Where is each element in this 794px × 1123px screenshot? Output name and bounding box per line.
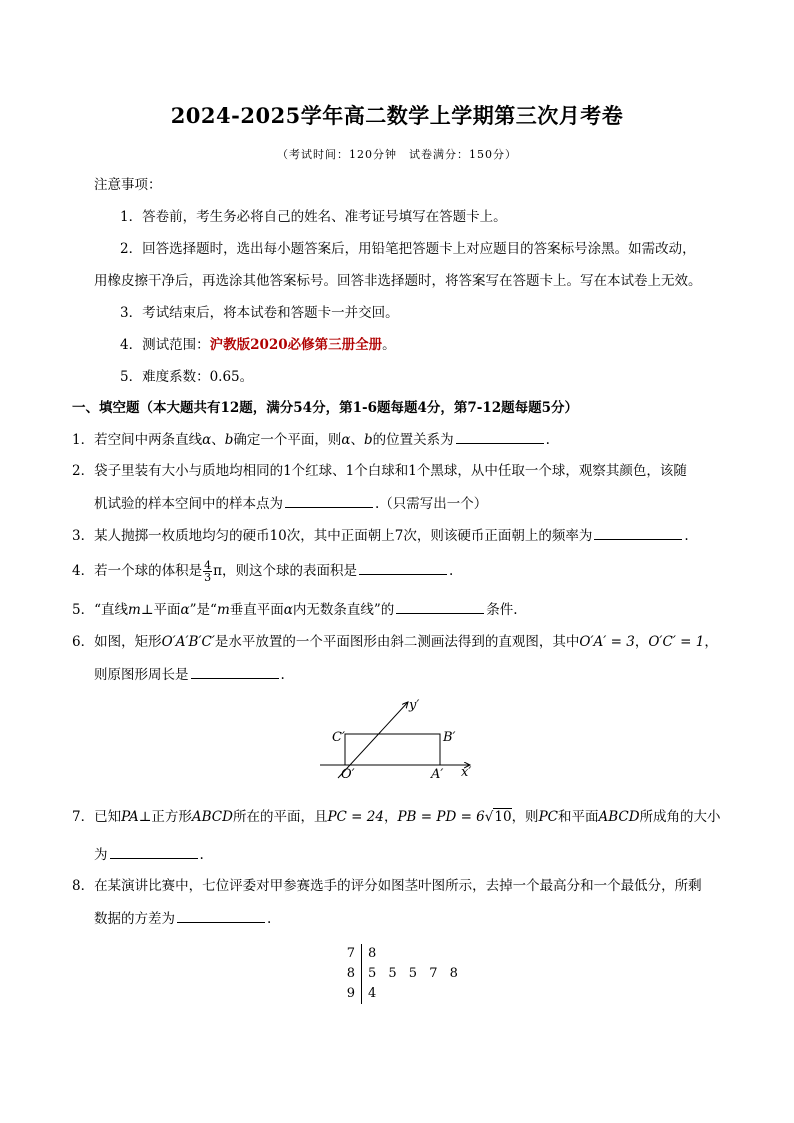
notice-item-4: [120, 336, 396, 354]
sqrt-sign: √: [484, 809, 494, 825]
q1-b: b: [224, 432, 234, 448]
notice-item-2a: 2．回答选择题时，选出每小题答案后，用铅笔把答题卡上对应题目的答案标号涂黑。如需改动，: [120, 241, 696, 257]
label-a: A′: [431, 767, 444, 782]
leaf-values: 4: [361, 984, 376, 1004]
q6-text-b: 是水平放置的一个平面图形由斜二测画法得到的直观图，其中: [214, 634, 580, 650]
q1-text-a: 1．若空间中两条直线: [72, 432, 203, 448]
q7-pc: PC = 24: [327, 809, 384, 825]
notice-heading: 注意事项：: [94, 177, 162, 193]
q1-alpha-2: α: [341, 432, 351, 448]
stem-leaf-plot: [343, 944, 458, 1004]
q7-abcd-2: ABCD: [598, 809, 640, 825]
notice-item-1: 1．答卷前，考生务必将自己的姓名、准考证号填写在答题卡上。: [120, 209, 507, 225]
label-c: C′: [332, 730, 345, 745]
q6-comma: ，: [634, 634, 649, 650]
notice-item-4-prefix: 4．测试范围：: [120, 337, 210, 353]
q5-text-d: 垂直平面: [229, 602, 284, 618]
q5-alpha-2: α: [283, 602, 293, 618]
q7-text-b: ⊥正方形: [138, 809, 192, 825]
q5-end: 条件.: [486, 602, 518, 618]
exam-subtitle: （考试时间：120分钟 试卷满分：150分）: [277, 148, 517, 161]
q5-m-2: m: [216, 602, 230, 618]
q8-end: .: [267, 911, 272, 927]
q1-text-b: 确定一个平面，则: [233, 432, 342, 448]
rectangle-oabc: [345, 734, 440, 765]
q7-comma: ，: [383, 809, 398, 825]
answer-blank[interactable]: [285, 494, 373, 508]
label-b: B′: [443, 730, 456, 745]
answer-blank[interactable]: [359, 561, 447, 575]
q4-text-a: 4．若一个球的体积是: [72, 563, 203, 579]
question-1: [72, 430, 550, 449]
q5-text-c: ”是“: [189, 602, 217, 618]
question-4: [72, 560, 453, 583]
q6-end: .: [280, 667, 285, 683]
notice-item-5: 5．难度系数：0.65。: [120, 369, 254, 385]
q6-rect: O′A′B′C′: [161, 634, 215, 650]
q5-text-a: 5．“直线: [72, 602, 128, 618]
q6-text-c: 则原图形周长是: [94, 667, 189, 683]
leaf-values: 5 5 5 7 8: [361, 964, 458, 984]
frac-denominator: 3: [204, 571, 212, 584]
q1-sep: 、: [211, 432, 225, 448]
q3-text: 3．某人抛掷一枚质地均匀的硬币10次，其中正面朝上7次，则该硬币正面朝上的频率为: [72, 528, 593, 544]
question-2b: [94, 494, 487, 513]
answer-blank[interactable]: [177, 909, 265, 923]
q7-sqrt: 10: [494, 809, 512, 825]
q4-pi: π: [213, 563, 222, 579]
q1-sep-2: 、: [350, 432, 364, 448]
question-7a: [72, 808, 721, 826]
q7-pb: PB = PD = 6: [397, 809, 485, 825]
q5-text-e: 内无数条直线”的: [292, 602, 395, 618]
q1-alpha: α: [202, 432, 212, 448]
notice-item-3: 3．考试结束后，将本试卷和答题卡一并交回。: [120, 305, 399, 321]
question-6b: [94, 665, 285, 684]
question-7b: [94, 845, 204, 864]
stem-row: [343, 944, 458, 964]
stem-value: 8: [346, 966, 355, 981]
q3-end: .: [684, 528, 689, 544]
label-x-axis: x′: [461, 765, 472, 780]
frac-numerator: 4: [204, 559, 212, 572]
stem-row: [343, 984, 458, 1004]
q7-end: .: [199, 847, 204, 863]
exam-title: 2024-2025学年高二数学上学期第三次月考卷: [170, 103, 624, 128]
label-y-axis: y′: [409, 698, 420, 713]
q6-oa: O′A′ = 3: [579, 634, 635, 650]
question-6a: [72, 633, 718, 651]
q7-text-f: 所成角的大小: [639, 809, 721, 825]
question-8a: 8．在某演讲比赛中，七位评委对甲参赛选手的评分如图茎叶图所示，去掉一个最高分和一个最低分，所剩: [72, 878, 702, 894]
label-o: O′: [341, 767, 355, 782]
q7-text-c: 所在的平面，且: [232, 809, 328, 825]
answer-blank[interactable]: [456, 430, 544, 444]
q7-text-d: ，则: [511, 809, 539, 825]
answer-blank[interactable]: [110, 845, 198, 859]
question-5: [72, 600, 518, 619]
q5-text-b: ⊥平面: [140, 602, 181, 618]
stem-value: 7: [346, 946, 355, 961]
q7-pa: PA: [121, 809, 139, 825]
q5-alpha: α: [180, 602, 190, 618]
q6-text-a: 6．如图，矩形: [72, 634, 162, 650]
q5-m: m: [128, 602, 141, 618]
q1-text-c: 的位置关系为: [372, 432, 454, 448]
notice-item-2b: 用橡皮擦干净后，再选涂其他答案标号。回答非选择题时，将答案写在答题卡上。写在本试卷上无效。: [94, 273, 702, 289]
q1-b-2: b: [364, 432, 373, 448]
q7-abcd: ABCD: [191, 809, 233, 825]
q6-oc: O′C′ = 1: [648, 634, 705, 650]
answer-blank[interactable]: [594, 526, 682, 540]
leaf-values: 8: [361, 944, 376, 964]
q6-comma-2: ，: [704, 634, 718, 650]
answer-blank[interactable]: [396, 600, 484, 614]
q4-end: .: [448, 563, 454, 579]
test-scope: 沪教版2020必修第三册全册: [209, 337, 383, 353]
q7-text-a: 7．已知: [72, 809, 122, 825]
answer-blank[interactable]: [191, 665, 279, 679]
fraction-4-3: [203, 560, 212, 583]
q8-text-b: 数据的方差为: [94, 911, 175, 927]
q7-pc-2: PC: [538, 809, 558, 825]
q1-end: .: [545, 432, 550, 448]
q7-text-e: 和平面: [557, 809, 599, 825]
q2-text-b: 机试验的样本空间中的样本点为: [94, 496, 283, 512]
notice-item-4-suffix: 。: [382, 337, 396, 353]
q2-end: .（只需写出一个）: [375, 496, 488, 512]
question-3: [72, 526, 689, 545]
stem-row: [343, 964, 458, 984]
section-header: 一、填空题（本大题共有12题，满分54分，第1-6题每题4分，第7-12题每题5分）: [72, 400, 579, 416]
q6-figure: [310, 690, 480, 785]
q4-text-b: ，则这个球的表面积是: [221, 563, 357, 579]
question-2a: 2．袋子里装有大小与质地均相同的1个红球、1个白球和1个黑球，从中任取一个球，观察其颜色，该随: [72, 463, 687, 479]
question-8b: [94, 909, 271, 928]
q7-text-g: 为: [94, 847, 108, 863]
stem-value: 9: [346, 986, 355, 1001]
